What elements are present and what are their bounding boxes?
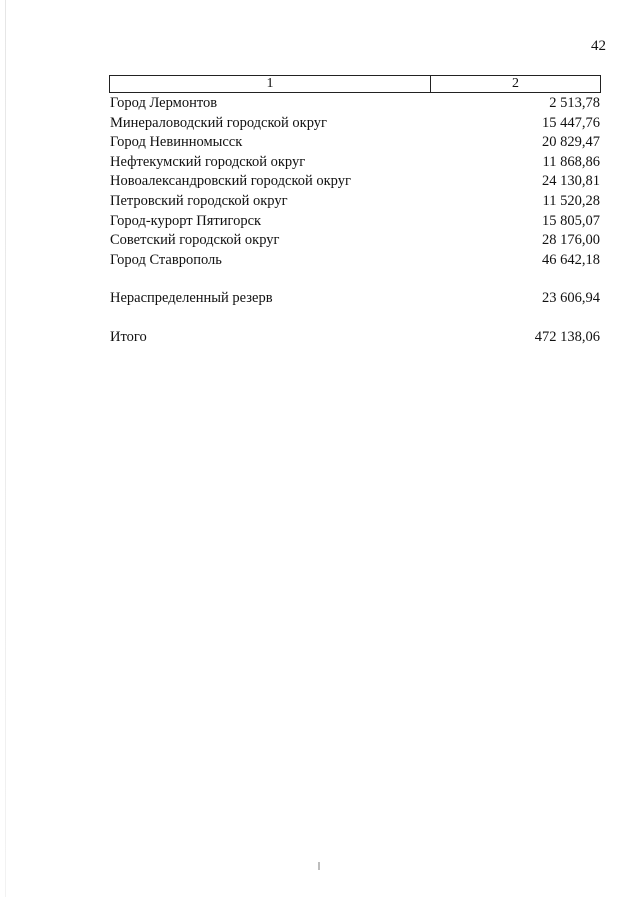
reserve-value: 23 606,94: [542, 290, 600, 306]
row-name: Минераловодский городской округ: [110, 114, 327, 131]
row-name: Новоалександровский городской округ: [110, 173, 351, 190]
table-row: [110, 231, 600, 251]
row-name: Город Ставрополь: [110, 251, 222, 268]
row-value: 2 513,78: [549, 95, 600, 111]
row-value: 46 642,18: [542, 251, 600, 268]
row-value: 20 829,47: [542, 134, 600, 151]
reserve-label: Нераспределенный резерв: [110, 290, 273, 306]
total-value: 472 138,06: [534, 329, 600, 345]
row-name: Петровский городской округ: [110, 192, 288, 209]
table-row: [110, 172, 600, 192]
table-row: [110, 153, 600, 173]
table-row: [110, 212, 600, 232]
table-row: [110, 251, 600, 271]
table-header: [109, 75, 601, 93]
table-row: [110, 192, 600, 212]
table-row: [110, 94, 600, 114]
row-value: 11 868,86: [542, 153, 600, 170]
row-value: 11 520,28: [542, 192, 600, 209]
column-header-2: 2: [512, 76, 519, 91]
scan-artifact: [318, 862, 320, 870]
table-row: [110, 133, 600, 153]
reserve-row: [110, 289, 600, 309]
total-row: [110, 328, 600, 348]
row-value: 15 447,76: [542, 114, 600, 131]
table-body: [110, 94, 600, 270]
row-value: 28 176,00: [542, 232, 600, 249]
row-value: 15 805,07: [542, 212, 600, 229]
table-row: [110, 114, 600, 134]
total-label: Итого: [110, 329, 147, 345]
row-name: Город Лермонтов: [110, 95, 218, 111]
scan-edge: [5, 0, 6, 897]
row-name: Город Невинномысск: [110, 134, 243, 151]
page-number: 42: [591, 38, 606, 54]
row-name: Нефтекумский городской округ: [110, 153, 306, 170]
row-value: 24 130,81: [542, 173, 600, 190]
row-name: Советский городской округ: [110, 232, 280, 249]
row-name: Город-курорт Пятигорск: [110, 212, 262, 229]
column-header-1: 1: [110, 76, 431, 92]
